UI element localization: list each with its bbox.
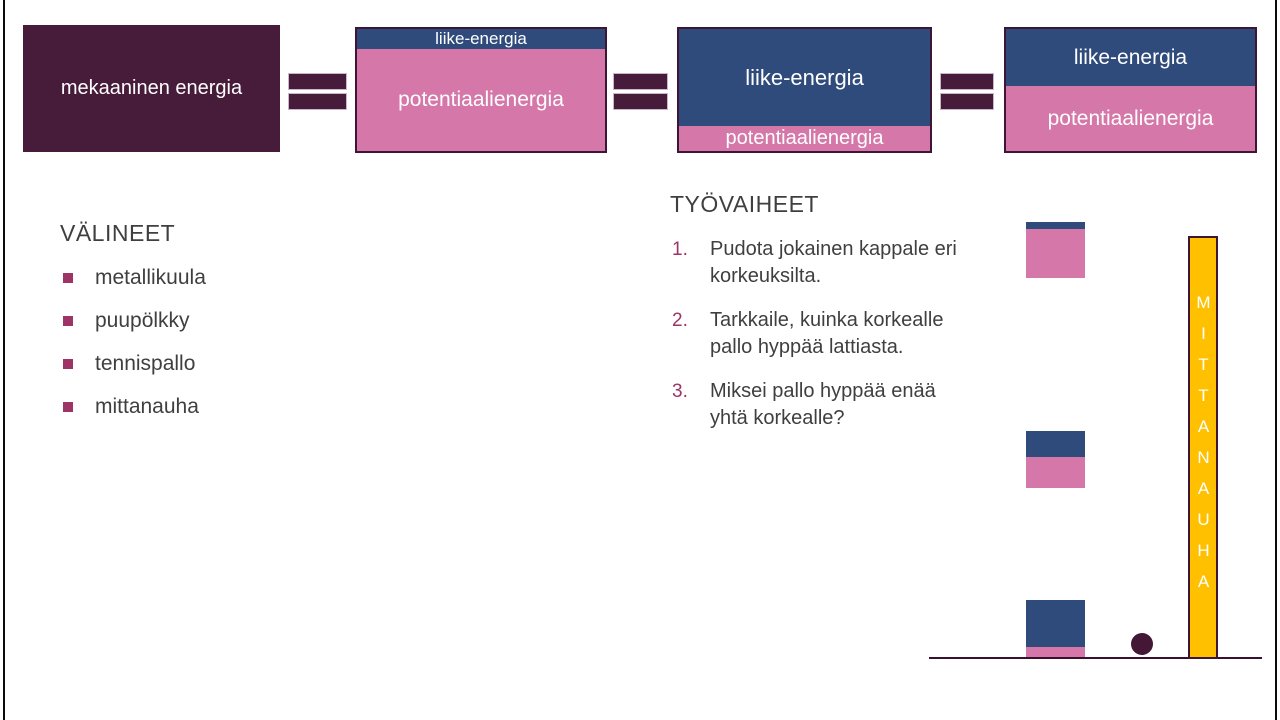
equipment-heading: VÄLINEET [60, 220, 176, 246]
mechanical-energy-label: mekaaninen energia [60, 77, 243, 99]
list-item-label: mittanauha [95, 394, 199, 418]
kinetic-energy-label: liike-energia [435, 29, 527, 48]
list-item [63, 342, 206, 385]
slide-left-border [3, 0, 5, 720]
ball-icon [1131, 633, 1153, 655]
item-text [710, 236, 1002, 290]
potential-energy-section [679, 126, 930, 151]
list-item-label: metallikuula [95, 265, 206, 289]
item-text-line: Pudota jokainen kappale eri [710, 238, 957, 260]
potential-energy-section [357, 49, 605, 151]
slide-right-border [1275, 0, 1277, 720]
measuring-tape-bar [1188, 236, 1218, 659]
kinetic-energy-section [679, 29, 930, 126]
kinetic-strip [1026, 222, 1085, 229]
measuring-tape-label: MITTANAUHA [1194, 292, 1213, 603]
list-item [63, 299, 206, 342]
item-text-line: Tarkkaile, kuinka korkealle [710, 309, 944, 331]
bullet-square-icon [63, 273, 73, 283]
potential-strip [1026, 457, 1085, 488]
equals-bar-top [288, 73, 347, 90]
item-number: 2. [672, 310, 688, 331]
equals-bar-bottom [940, 93, 994, 110]
bullet-square-icon [63, 402, 73, 412]
kinetic-strip [1026, 431, 1085, 457]
list-item-label: tennispallo [95, 351, 196, 375]
energy-box-mostly-kinetic [677, 27, 932, 153]
potential-energy-label: potentiaalienergia [398, 88, 564, 111]
item-text-line: yhtä korkealle? [710, 407, 845, 429]
kinetic-energy-section [1006, 29, 1255, 86]
steps-list [672, 236, 1002, 449]
equals-bar-top [613, 73, 668, 90]
equals-bar-bottom [613, 93, 668, 110]
item-text [710, 378, 1002, 432]
energy-box-balanced [1004, 27, 1257, 153]
steps-heading: TYÖVAIHEET [670, 191, 819, 217]
item-text-line: Miksei pallo hyppää enää [710, 380, 936, 402]
potential-energy-label: potentiaalienergia [725, 127, 884, 149]
list-item [63, 256, 206, 299]
equals-bar-bottom [288, 93, 347, 110]
kinetic-strip [1026, 600, 1085, 647]
kinetic-energy-label: liike-energia [745, 64, 864, 90]
kinetic-energy-label: liike-energia [1073, 45, 1188, 69]
potential-strip [1026, 229, 1085, 278]
bullet-square-icon [63, 359, 73, 369]
kinetic-energy-section [357, 29, 605, 49]
dropped-object-low [1026, 600, 1085, 658]
list-item-label: puupölkky [95, 308, 190, 332]
item-number: 3. [672, 381, 688, 402]
bullet-square-icon [63, 316, 73, 326]
numbered-list-item [672, 307, 1002, 361]
potential-energy-label: potentiaalienergia [1047, 106, 1214, 130]
mechanical-energy-box [23, 25, 280, 152]
equipment-list [63, 256, 206, 428]
item-text-line: pallo hyppää lattiasta. [710, 336, 904, 358]
dropped-object-high [1026, 222, 1085, 278]
list-item [63, 385, 206, 428]
numbered-list-item [672, 378, 1002, 432]
potential-energy-section [1006, 86, 1255, 151]
dropped-object-middle [1026, 431, 1085, 488]
energy-box-mostly-potential [355, 27, 607, 153]
numbered-list-item [672, 236, 1002, 290]
item-number: 1. [672, 239, 688, 260]
item-text [710, 307, 1002, 361]
equals-bar-top [940, 73, 994, 90]
item-text-line: korkeuksilta. [710, 265, 822, 287]
